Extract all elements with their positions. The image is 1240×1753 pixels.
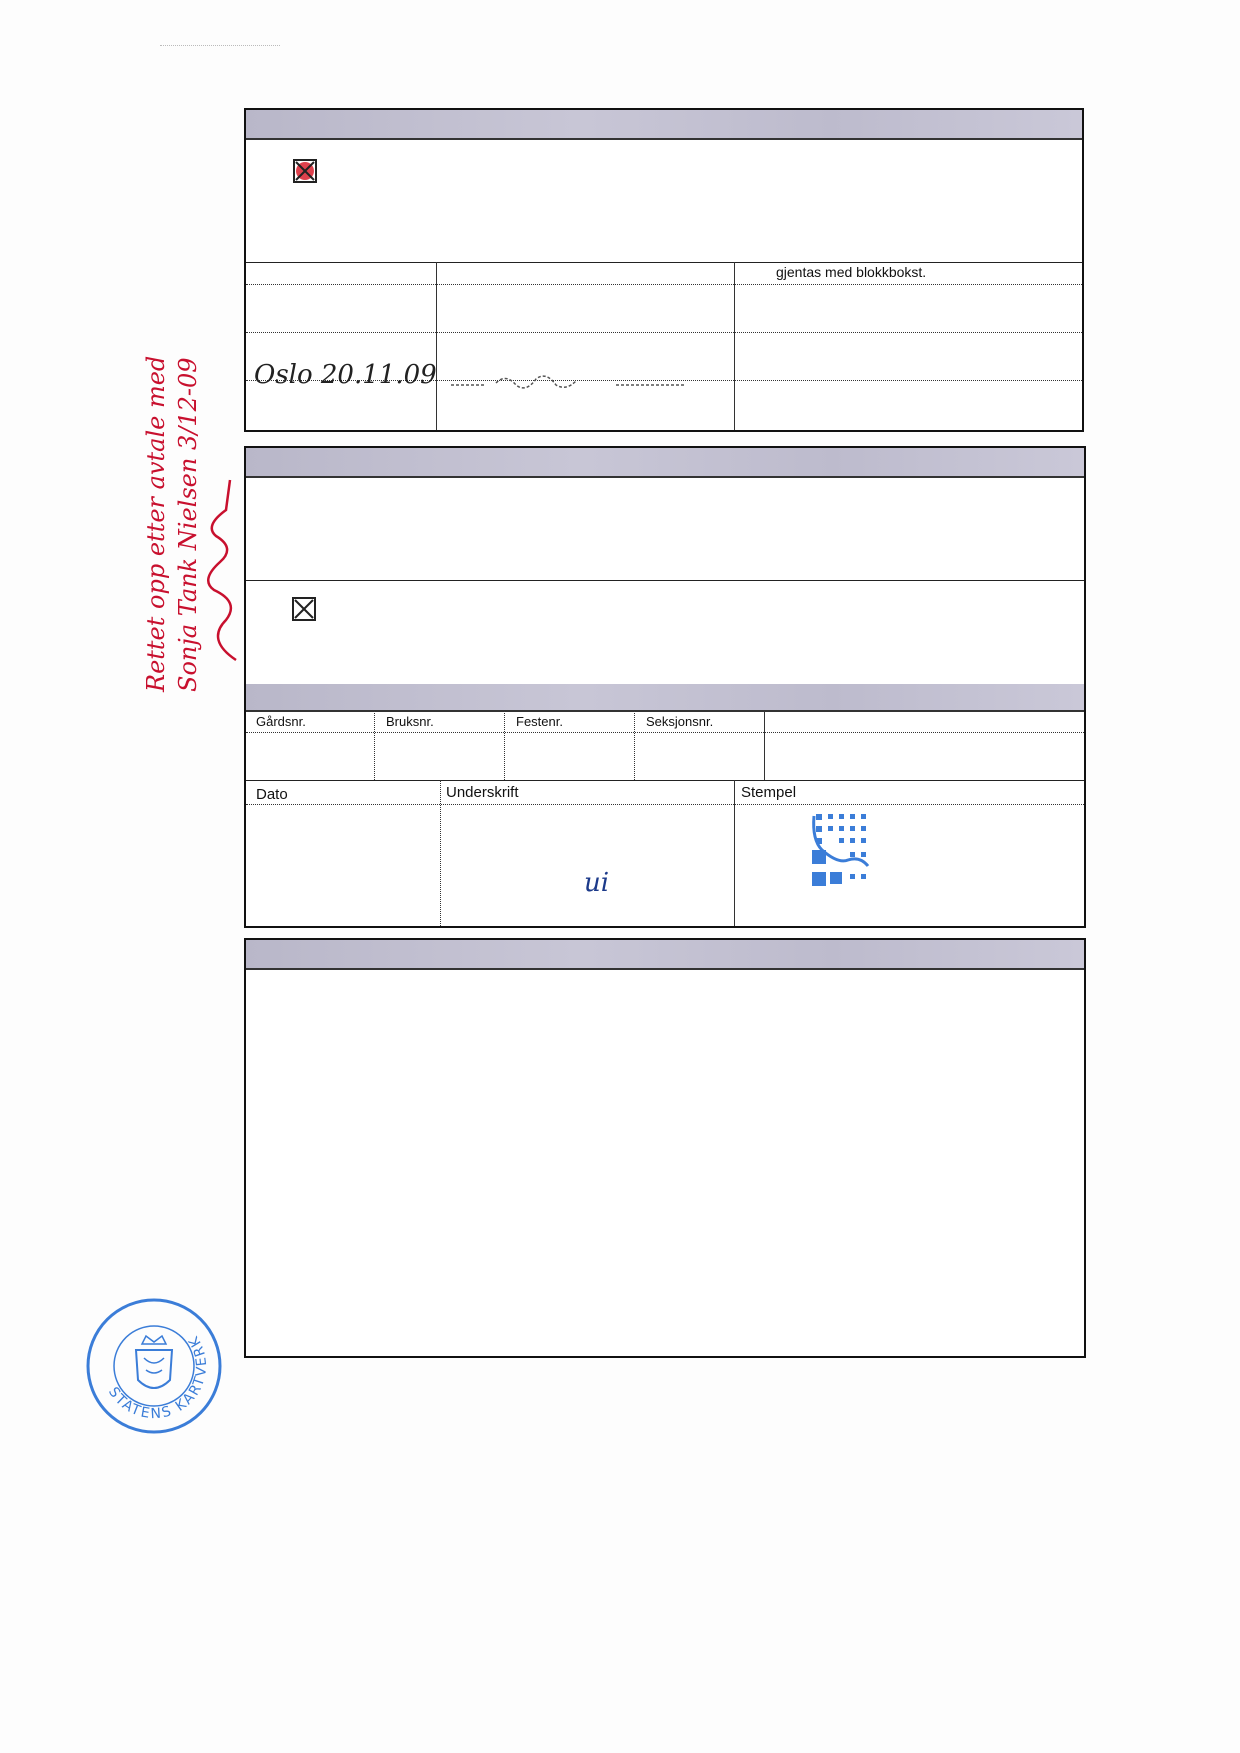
property-col-2 bbox=[504, 710, 505, 780]
section-1-grid-top bbox=[246, 262, 1082, 263]
property-col-4 bbox=[764, 710, 765, 780]
signature-col-2 bbox=[734, 780, 735, 926]
property-col-3 bbox=[634, 710, 635, 780]
margin-note bbox=[140, 272, 204, 692]
property-header-band bbox=[246, 684, 1084, 712]
section-2-box bbox=[244, 446, 1086, 928]
section-1-box bbox=[244, 108, 1084, 432]
margin-note-line-2: Sonja Tank Nielsen 3/12-09 bbox=[174, 357, 202, 692]
margin-initials-signature bbox=[196, 470, 246, 670]
svg-text:STATENS KARTVERK: STATENS KARTVERK bbox=[104, 1331, 211, 1423]
signature-row-divider bbox=[246, 804, 1084, 805]
underskrift-label: Underskrift bbox=[446, 784, 519, 801]
section-1-header-band bbox=[246, 110, 1082, 140]
festenr-label: Festenr. bbox=[516, 714, 563, 729]
kartverk-logo-icon bbox=[808, 810, 878, 894]
section-1-grid-row1 bbox=[246, 284, 1082, 285]
handwritten-date: Oslo 20.11.09 bbox=[254, 360, 437, 390]
section-3-header-band bbox=[246, 940, 1084, 970]
section-2-divider-1 bbox=[246, 580, 1084, 581]
note-text: gjentas med blokkbokst. bbox=[776, 264, 927, 280]
official-seal-stamp bbox=[84, 1296, 224, 1436]
dato-label: Dato bbox=[256, 786, 288, 803]
checkbox-checked-icon[interactable] bbox=[291, 596, 317, 622]
signature-top-line bbox=[246, 780, 1084, 781]
property-row-divider bbox=[246, 732, 1084, 733]
handwritten-scribble bbox=[446, 365, 716, 395]
signature-col-1 bbox=[440, 780, 441, 926]
scan-artifact bbox=[160, 45, 280, 46]
section-1-grid-row2 bbox=[246, 332, 1082, 333]
section-1-col-divider-1 bbox=[436, 262, 437, 430]
signature-mark: ui bbox=[584, 868, 610, 898]
section-3-box bbox=[244, 938, 1086, 1358]
stempel-label: Stempel bbox=[741, 784, 797, 801]
bruksnr-label: Bruksnr. bbox=[386, 714, 434, 729]
section-1-col-divider-2 bbox=[734, 262, 735, 430]
property-col-1 bbox=[374, 710, 375, 780]
margin-note-line-1: Rettet opp etter avtale med bbox=[142, 355, 170, 692]
checkbox-checked-icon[interactable] bbox=[292, 158, 318, 184]
seksjonsnr-label: Seksjonsnr. bbox=[646, 714, 714, 729]
gardsnr-label: Gårdsnr. bbox=[256, 714, 306, 729]
section-2-header-band bbox=[246, 448, 1084, 478]
